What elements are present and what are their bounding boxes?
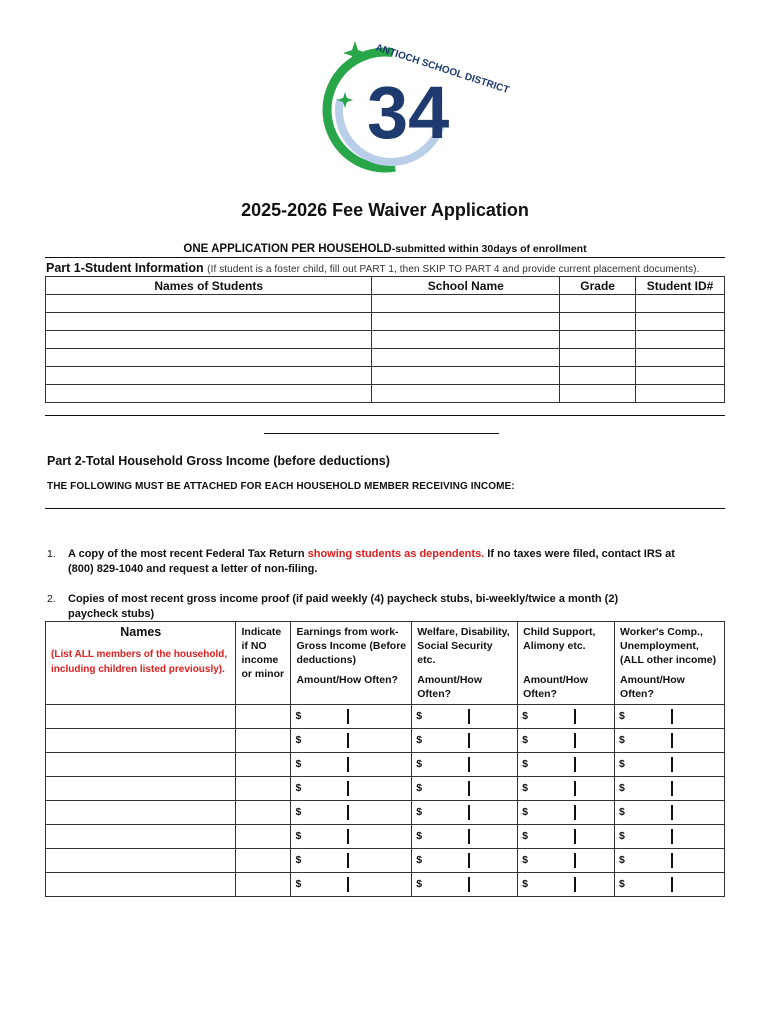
- requirement-1: A copy of the most recent Federal Tax Return showing students as dependents. If no taxes were filed, contact IRS at (800) 829-1040 and request a letter of non-filing.: [68, 548, 675, 575]
- subtitle: ONE APPLICATION PER HOUSEHOLD-submitted within 30days of enrollment: [183, 243, 587, 255]
- part2-heading: Part 2-Total Household Gross Income (before deductions): [47, 454, 390, 468]
- income-table: Names (List ALL members of the household, including children listed previously). Indicate if NO income or minor Earnings from work-Gross Income (Before deductions) Welfare, Disability, Social Security etc. Child Support, Alimony etc. Worker's Comp., Unemployment, (ALL other income) Amount/How Often? Amount/How Often? Amount/How Often? Amount/How Often? $ $ $ $ $ $ $ $ $ $ $ $ $ $ $ $ $ $ $ $ $ $ $ $ $ $ $ $ $ $ $ $: [45, 621, 725, 897]
- requirement-2: Copies of most recent gross income proof (if paid weekly (4) paycheck stubs, bi-weekly/twice a month (2) paycheck stubs): [68, 593, 619, 620]
- table-row: [46, 313, 725, 331]
- attach-notice: THE FOLLOWING MUST BE ATTACHED FOR EACH HOUSEHOLD MEMBER RECEIVING INCOME:: [47, 481, 515, 492]
- page-title: 2025-2026 Fee Waiver Application: [241, 200, 529, 220]
- table-row: [46, 349, 725, 367]
- district-logo: [305, 38, 511, 178]
- table-row: $ $ $ $: [46, 729, 725, 753]
- table-row: $ $ $ $: [46, 705, 725, 729]
- table-row: $ $ $ $: [46, 873, 725, 897]
- part1-heading: Part 1-Student Information (If student is a foster child, fill out PART 1, then SKIP TO PART 4 and provide current placement documents).: [46, 261, 700, 275]
- table-row: $ $ $ $: [46, 801, 725, 825]
- table-row: [46, 367, 725, 385]
- logo-number: 34: [367, 71, 450, 154]
- table-row: [46, 295, 725, 313]
- table-row: $ $ $ $: [46, 753, 725, 777]
- table-row: $ $ $ $: [46, 825, 725, 849]
- logo-name: ANTIOCH SCHOOL DISTRICT: [374, 42, 511, 97]
- table-row: $ $ $ $: [46, 777, 725, 801]
- table-row: $ $ $ $: [46, 849, 725, 873]
- table-row: [46, 385, 725, 403]
- student-table: Names of Students School Name Grade Student ID#: [45, 276, 725, 403]
- table-row: [46, 331, 725, 349]
